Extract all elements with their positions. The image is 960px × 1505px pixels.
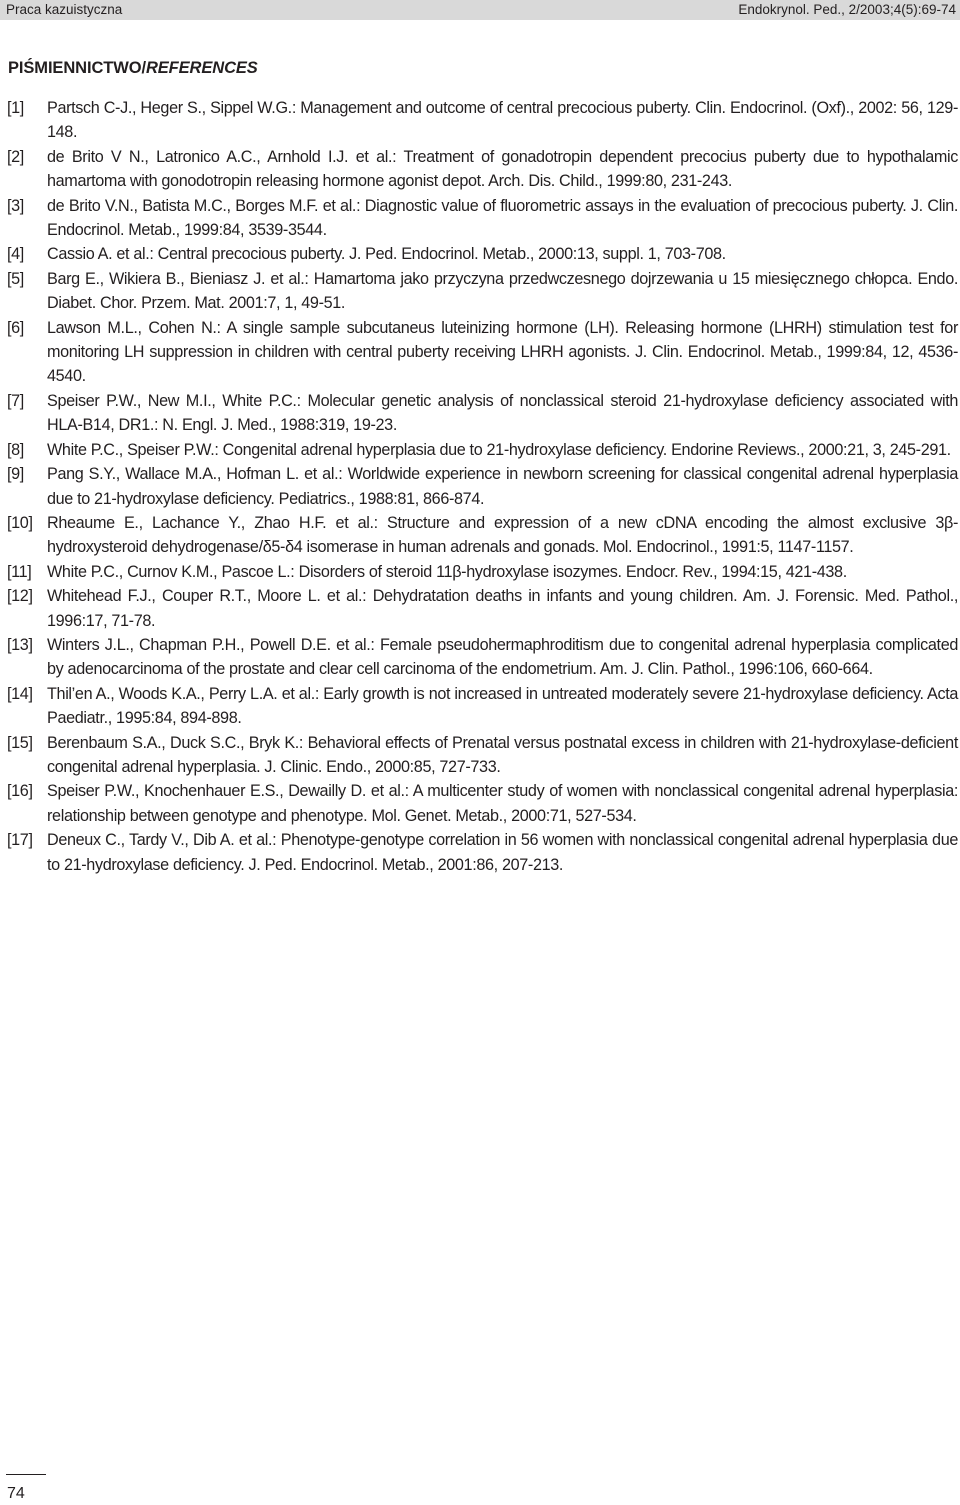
reference-list — [0, 96, 960, 877]
reference-item — [0, 511, 960, 560]
reference-number: [2] — [7, 147, 24, 166]
reference-text: White P.C., Speiser P.W.: Congenital adrenal hyperplasia due to 21-hydroxylase deficiency. Endorine Reviews., 2000:21, 3, 245-291. — [47, 440, 951, 459]
reference-number: [1] — [7, 99, 24, 117]
reference-text: Cassio A. et al.: Central precocious puberty. J. Ped. Endocrinol. Metab., 2000:13, suppl. 1, 703-708. — [47, 245, 726, 264]
references-heading-polish: PIŚMIENNICTWO/ — [8, 59, 146, 77]
reference-item — [0, 779, 960, 828]
reference-text: Thil’en A., Woods K.A., Perry L.A. et al.: Early growth is not increased in untreated moderately severe 21-hydroxylase deficiency. Acta Paediatr., 1995:84, 894-898. — [47, 684, 958, 728]
page-number: 74 — [7, 1485, 25, 1502]
reference-number: [12] — [7, 587, 33, 606]
reference-text: Deneux C., Tardy V., Dib A. et al.: Phenotype-genotype correlation in 56 women with nonclassical congenital adrenal hyperplasia due to 21-hydroxylase deficiency. J. Ped. Endocrinol. Metab., 2001:86, 207-213. — [47, 831, 958, 874]
reference-item — [0, 242, 960, 266]
reference-number: [7] — [7, 391, 24, 410]
reference-text: Lawson M.L., Cohen N.: A single sample subcutaneus luteinizing hormone (LH). Releasing hormone (LHRH) stimulation test for monitoring LH suppression in children with central puberty receiving LHRH agonists. J. Clin. Endocrinol. Metab., 1999:84, 12, 4536-4540. — [47, 318, 958, 386]
reference-number: [14] — [7, 684, 33, 703]
reference-item — [0, 316, 960, 389]
reference-text: de Brito V N., Latronico A.C., Arnhold I.J. et al.: Treatment of gonadotropin dependent precocius puberty due to hypothalamic hamartoma with gonodotropin releasing hormone agonist depot. Arch. Dis. Child., 1999:80, 231-243. — [47, 147, 958, 191]
reference-item — [0, 731, 960, 780]
reference-number: [6] — [7, 318, 24, 337]
reference-number: [16] — [7, 782, 33, 801]
reference-item — [0, 462, 960, 511]
reference-number: [3] — [7, 196, 24, 215]
reference-text: White P.C., Curnov K.M., Pascoe L.: Disorders of steroid 11β-hydroxylase isozymes. Endocr. Rev., 1994:15, 421-438. — [47, 562, 847, 581]
reference-number: [15] — [7, 733, 33, 752]
reference-number: [4] — [7, 245, 24, 264]
references-heading-english: REFERENCES — [145, 59, 258, 77]
reference-text: Partsch C-J., Heger S., Sippel W.G.: Management and outcome of central precocious puberty. Clin. Endocrinol. (Oxf)., 2002: 56, 129-148. — [47, 99, 958, 142]
reference-item — [0, 682, 960, 731]
reference-number: [10] — [7, 513, 33, 532]
reference-number: [17] — [7, 831, 33, 850]
reference-text: Speiser P.W., Knochenhauer E.S., Dewailly D. et al.: A multicenter study of women with nonclassical congenital adrenal hyperplasia: relationship between genotype and phenotype. Mol. Genet. Metab., 2000:71, 527-534. — [47, 782, 958, 825]
reference-item — [0, 194, 960, 243]
reference-item — [0, 267, 960, 316]
reference-number: [13] — [7, 635, 33, 654]
running-header — [0, 0, 960, 20]
reference-text: Whitehead F.J., Couper R.T., Moore L. et al.: Dehydratation deaths in infants and young children. Am. J. Forensic. Med. Pathol., 1996:17, 71-78. — [47, 587, 958, 630]
reference-item — [0, 145, 960, 194]
reference-item — [0, 633, 960, 682]
reference-text: Berenbaum S.A., Duck S.C., Bryk K.: Behavioral effects of Prenatal versus postnatal excess in children with 21-hydroxylase-deficient congenital adrenal hyperplasia. J. Clinic. Endo., 2000:85, 727-733. — [47, 733, 958, 776]
reference-number: [11] — [7, 562, 32, 581]
reference-text: Barg E., Wikiera B., Bieniasz J. et al.: Hamartoma jako przyczyna przedwczesnego dojrzewania u 15 miesięcznego chłopca. Endo. Diabet. Chor. Przem. Mat. 2001:7, 1, 49-51. — [47, 269, 958, 313]
reference-text: Speiser P.W., New M.I., White P.C.: Molecular genetic analysis of nonclassical steroid 21-hydroxylase deficiency associated with HLA-B14, DR1.: N. Engl. J. Med., 1988:319, 19-23. — [47, 391, 958, 435]
reference-text: Rheaume E., Lachance Y., Zhao H.F. et al.: Structure and expression of a new cDNA encoding the almost exclusive 3β-hydroxysteroid dehydrogenase/δ5-δ4 isomerase in human adrenals and gonads. Mol. Endocrinol., 1991:5, 1147-1157. — [47, 513, 958, 557]
reference-item — [0, 438, 960, 462]
reference-number: [5] — [7, 269, 24, 288]
references-heading — [8, 57, 258, 79]
reference-item — [0, 389, 960, 438]
reference-item — [0, 560, 960, 584]
reference-item — [0, 584, 960, 633]
reference-text: de Brito V.N., Batista M.C., Borges M.F. et al.: Diagnostic value of fluorometric assays in the evaluation of precocious puberty. J. Clin. Endocrinol. Metab., 1999:84, 3539-3544. — [47, 196, 958, 240]
header-section-label: Praca kazuistyczna — [6, 2, 123, 17]
reference-text: Winters J.L., Chapman P.H., Powell D.E. et al.: Female pseudohermaphroditism due to congenital adrenal hyperplasia complicated by adenocarcinoma of the prostate and clear cell carcinoma of the endometrium. Am. J. Clin. Pathol., 1996:106, 660-664. — [47, 635, 958, 679]
reference-number: [8] — [7, 440, 24, 459]
reference-item — [0, 828, 960, 877]
reference-item — [0, 96, 960, 145]
reference-text: Pang S.Y., Wallace M.A., Hofman L. et al.: Worldwide experience in newborn screening for classical congenital adrenal hyperplasia due to 21-hydroxylase deficiency. Pediatrics., 1988:81, 866-874. — [47, 465, 958, 508]
reference-number: [9] — [7, 465, 24, 484]
footer-divider — [6, 1474, 46, 1475]
header-journal-citation: Endokrynol. Ped., 2/2003;4(5):69-74 — [738, 2, 956, 17]
